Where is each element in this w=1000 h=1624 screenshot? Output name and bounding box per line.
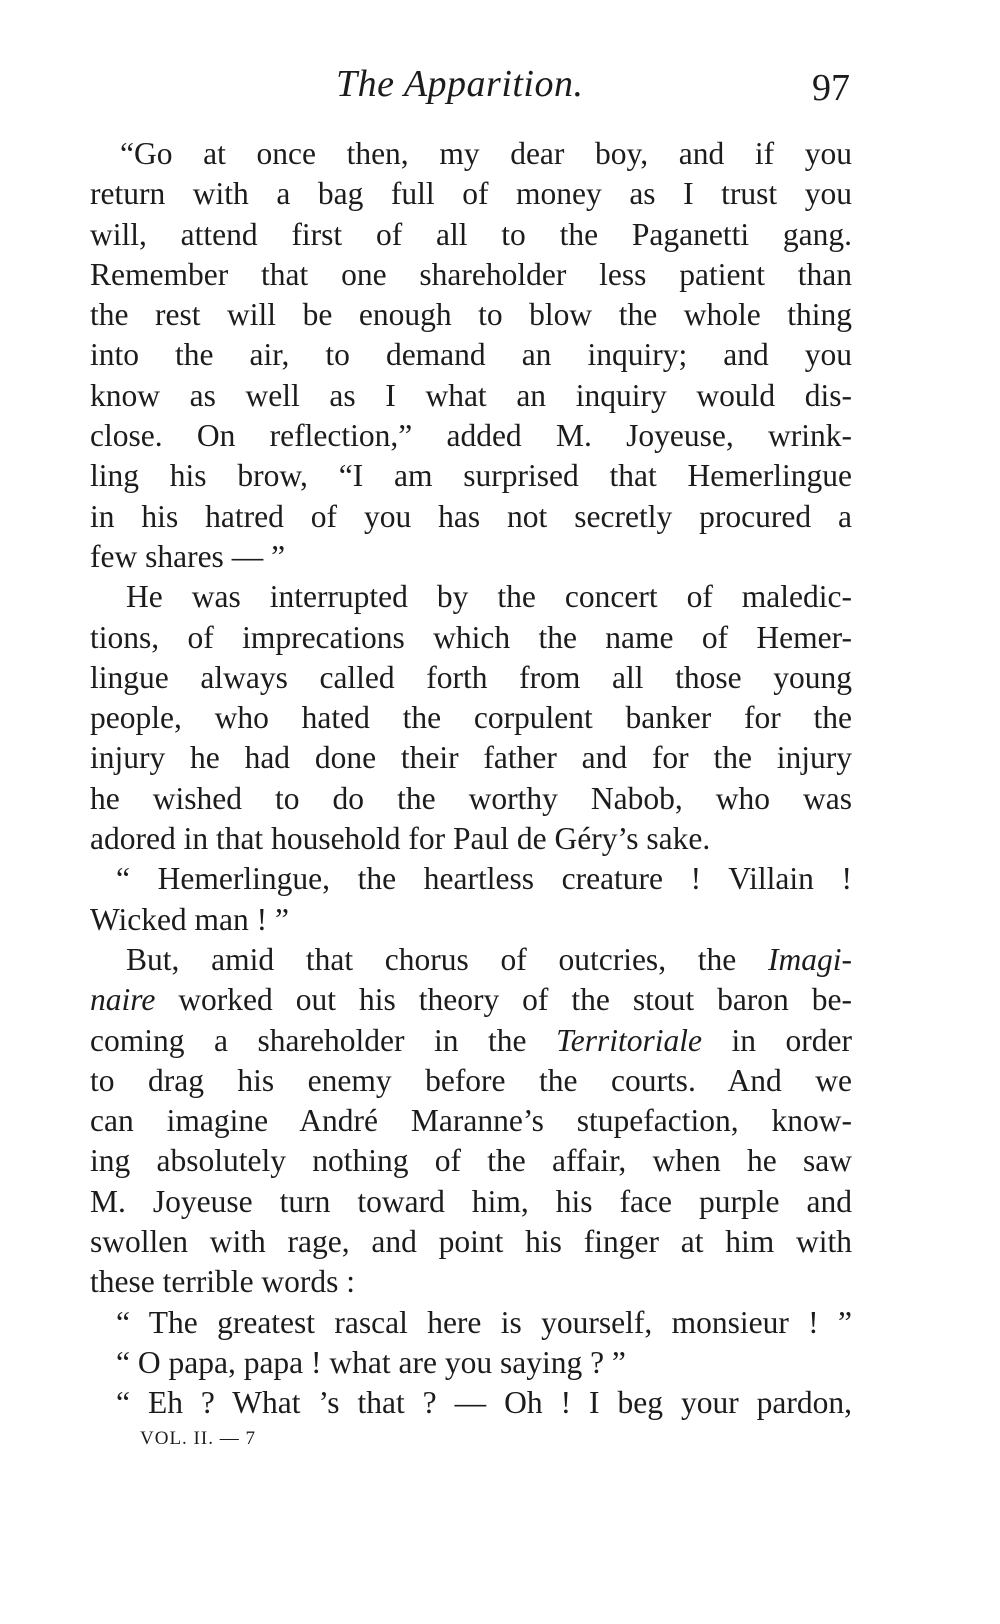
body-text [90,134,852,1424]
text-line: lingue always called forth from all those young [90,659,852,695]
text-line: “ O papa, papa ! what are you saying ? ” [116,1344,626,1380]
text-line: to drag his enemy before the courts. And we [90,1062,852,1098]
text-line: ing absolutely nothing of the affair, when he saw [90,1143,852,1179]
text-line: Wicked man ! ” [90,901,290,937]
text-line: “Go at once then, my dear boy, and if you [120,136,852,171]
text-line: few shares — ” [90,538,286,574]
page-number: 97 [812,67,850,109]
text-line: can imagine André Maranne’s stupefaction, know- [90,1103,852,1139]
text-line: ling his brow, “I am surprised that Hemerlingue [90,458,852,494]
text-line: injury he had done their father and for the injury [90,740,852,776]
text-line: people, who hated the corpulent banker for the [90,700,852,736]
text-line: he wished to do the worthy Nabob, who was [90,780,852,816]
text-line [90,980,852,1020]
text-line: adored in that household for Paul de Géry’s sake. [90,821,711,857]
italic-title: Imagi- [768,941,852,977]
italic-title: naire [90,982,156,1018]
running-head [90,62,850,112]
text-line: close. On reflection,” added M. Joyeuse, wrink- [90,418,852,454]
signature-mark: VOL. II. — 7 [140,1428,256,1449]
text-segment: coming a shareholder in the [90,1022,527,1058]
text-line: tions, of imprecations which the name of Hemer- [90,619,852,655]
text-segment: worked out his theory of the stout baron be- [178,982,852,1018]
running-title: The Apparition. [336,63,584,105]
text-segment: But, amid that chorus of outcries, the [126,941,737,977]
text-line: into the air, to demand an inquiry; and you [90,337,852,373]
text-line: in his hatred of you has not secretly procured a [90,498,852,534]
text-line: “ The greatest rascal here is yourself, monsieur ! ” [116,1304,852,1340]
text-line: return with a bag full of money as I trust you [90,176,852,212]
text-line [90,1021,852,1061]
text-line: swollen with rage, and point his finger at him with [90,1224,852,1260]
text-line [90,940,852,980]
text-line: the rest will be enough to blow the whole thing [90,297,852,333]
text-line: “ Eh ? What ’s that ? — Oh ! I beg your pardon, [116,1385,852,1421]
text-line: these terrible words : [90,1264,356,1300]
text-segment: in order [731,1022,853,1058]
text-line: M. Joyeuse turn toward him, his face purple and [90,1183,852,1219]
text-line: will, attend first of all to the Paganetti gang. [90,216,852,252]
text-line: know as well as I what an inquiry would dis- [90,377,852,413]
text-line: “ Hemerlingue, the heartless creature ! Villain ! [116,861,852,897]
italic-title: Territoriale [556,1022,702,1058]
text-line: He was interrupted by the concert of maledic- [126,579,852,615]
text-line: Remember that one shareholder less patient than [90,256,852,292]
